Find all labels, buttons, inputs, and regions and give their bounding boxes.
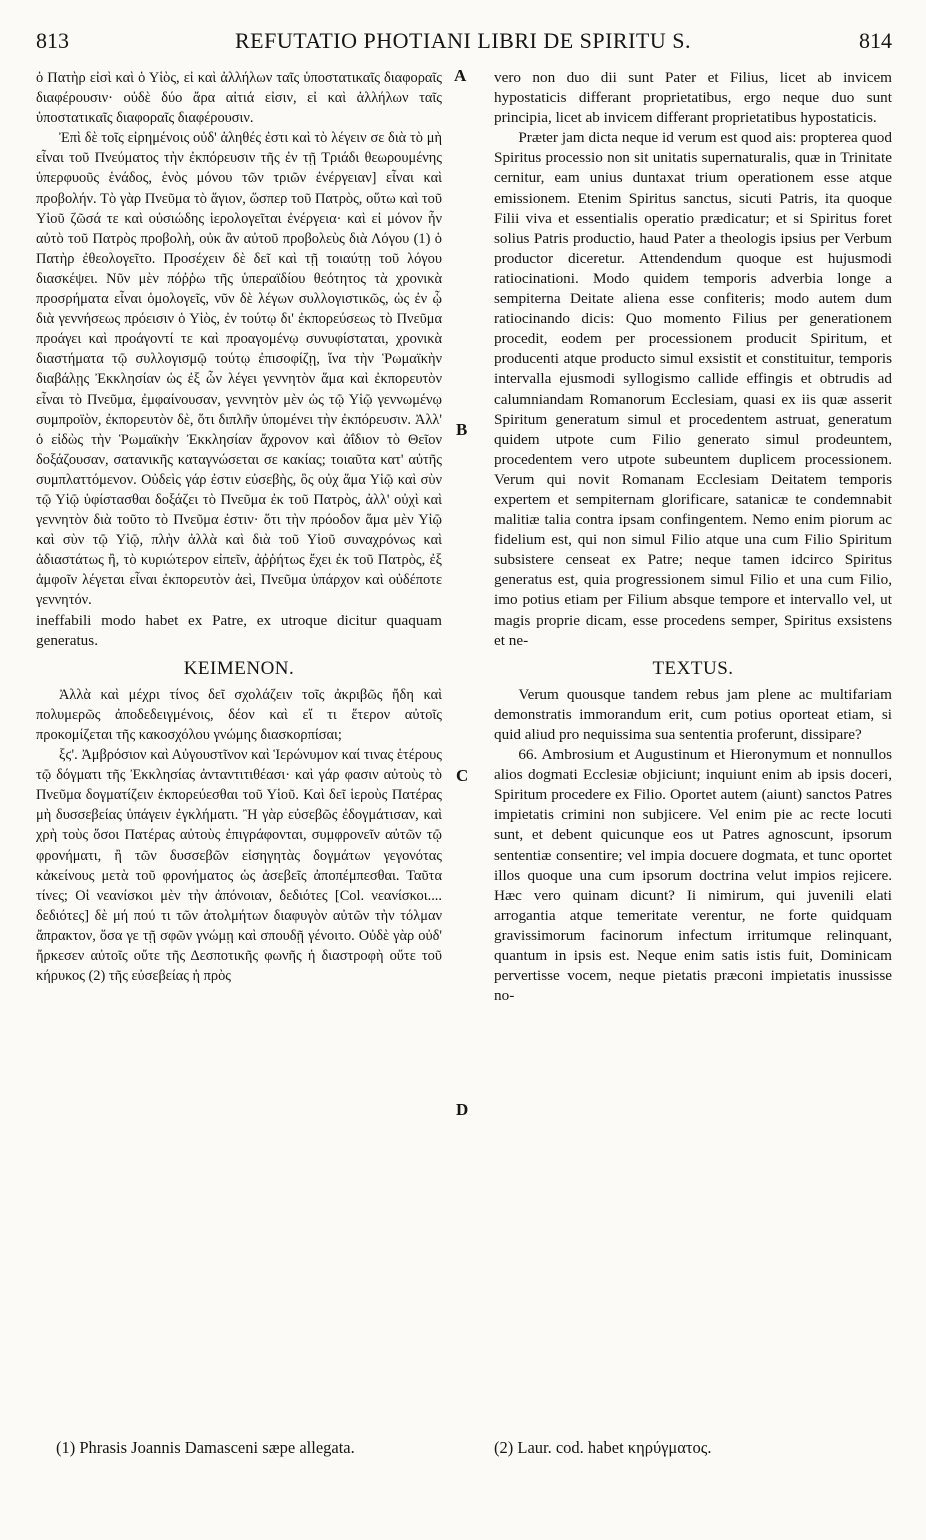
latin-paragraph: Præter jam dicta neque id verum est quod ais: propterea quod Spiritus processio non sit unitatis supernaturalis, quæ in Trinitate cernitur, eam unius duntaxat trium operationem esse atque emissionem. Etenim Spiritus sanctus, sicuti Patris, ita quoque Filii viva et essentialis operatio prædicatur; et si Spiritus foret solius Patris productio, haud Pater a theologis ipsius per Verbum productor diceretur. Attendendum quoque est hujusmodi ratiocinationi. Modo quidem temporis adverbia longe a sempiterna Deitate aliena esse confiteris; modo autem dum ratiocinando dicis: Quo momento Filius per generationem procedit, eodem per processionem producit Spiritum, et producenti atque producto simul exsistit et constituitur, temporis intervalla ejusmodi syllogismo callide effingis et obtrudis ad calumniandam Romanorum Ecclesiam, quasi ex iis quæ asserit Spiritum generatum simul et procedentem astruat, generatum quidem utpote cum Filio generato simul prodeuntem, procedentem vero utpote subeuntem duplicem processionem. Verum qui novit Romanam Ecclesiam Deitatem temporis expertem et sempiternam glorificare, satanicæ te condemnabit malitiæ talia contra ipsam confingentem. Nemo enim piorum ac fidelium est, qui non simul Filio atque una cum Filio Spiritum subsistere censeat ex Patre; neque tamen idcirco Spiritus generatus est, quia progressionem simul Filio et una cum Filio, imo potius etiam per Filium absque tempore et intervallo vel, ut magis proprie dicam, esse procedens semper, Spiritus exsistens et ne-	[494, 129, 892, 649]
margin-letter-d: D	[456, 1100, 469, 1119]
latin-section-title: TEXTUS.	[652, 657, 734, 679]
latin-column	[494, 68, 892, 1006]
greek-paragraph: Ἐπὶ δὲ τοῖς εἰρημένοις οὐδ' ἀληθές ἐστι καὶ τὸ λέγειν σε διὰ τὸ μὴ εἶναι τοῦ Πνεύματος τὴν ἐκπόρευσιν τῆς ἐν τῇ Τριάδι θεωρουμένης ὑπερφυοῦς ἑνάδος, ἑνὸς μόνου τῶν τριῶν ἐνέργειαν] εἶναι καὶ προβολήν. Τὸ γὰρ Πνεῦμα τὸ ἅγιον, ὥσπερ τοῦ Πατρὸς, οὕτω καὶ τοῦ Υἱοῦ ζῶσά τε καὶ οὐσιώδης ἱερολογεῖται ἐνέργεια· καὶ εἰ μόνον ἦν αὐτὸ τοῦ Πατρὸς προβολὴ, οὐκ ἂν αὐτοῦ προβολεὺς διὰ Λόγου (1) ὁ Πατὴρ ἐθεολογεῖτο. Προσέχειν δὲ δεῖ καὶ τῇ τοιαύτῃ τοῦ λόγου διασκέψει. Νῦν μὲν πόῤῥω τῆς ὑπεραϊδίου θεότητος τὰ χρονικὰ προσρήματα εἶναι ὁμολογεῖς, νῦν δὲ λέγων συλλογιστικῶς, ὡς ἐν ᾧ διὰ γεννήσεως πρόεισιν ὁ Υἱὸς, ἐν τούτῳ δι' ἐκπορεύσεως τὸ Πνεῦμα προάγει καὶ προάγοντί τε καὶ προαγομένῳ συνυφίσταται, χρονικὰ διαστήματα τῷ συλλογισμῷ τούτῳ ἐπισοφίζῃ, ἵνα τὴν Ῥωμαϊκὴν διαβάλῃς Ἐκκλησίαν ὡς ἐξ ὧν λέγει γεννητὸν ἅμα καὶ ἐκπορευτὸν εἶναι τὸ Πνεῦμα, ἐμφαίνουσαν, γεννητὸν μὲν ὡς τῷ Υἱῷ γεννωμένῳ συμπροϊὸν, ἐκπορευτὸν δὲ, ὅτι διπλῆν ὑπομένει τὴν ἐκπόρευσιν. Ἀλλ' ὁ εἰδὼς τὴν Ῥωμαϊκὴν Ἐκκλησίαν ἄχρονον καὶ ἀΐδιον τὸ Θεῖον δοξάζουσαν, σατανικῆς καταγνώσεται σε κακίας; τοιαῦτα κατ' αὐτῆς συμπλαττόμενον. Οὐδεὶς γάρ ἐστιν εὐσεβὴς, ὃς οὐχ ἅμα Υἱῷ καὶ σὺν τῷ Υἱῷ ὑφίστασθαι δοξάζει τὸ Πνεῦμα ἐκ τοῦ Πατρὸς, ἀλλ' οὐχὶ καὶ γεννητὸν διὰ τοῦτο τὸ Πνεῦμα ἐστιν· ὅτι τὴν πρόοδον ἅμα μὲν Υἱῷ καὶ σὺν τῷ Υἱῷ, πλὴν ἀλλὰ καὶ διὰ τοῦ Υἱοῦ συναχρόνως καὶ ἀδιαστάτως ἢ, τὸ κυριώτερον εἰπεῖν, ἀῤῥήτως ἔχει ἐκ τοῦ Πατρὸς, ἐξ ἀμφοῖν λέγεται εἶναι ἐκπορευτὸν ἀεὶ, Πνεῦμα ὑπάρχον καὶ οὐδέποτε γεννητόν.	[36, 130, 442, 609]
greek-column	[36, 68, 442, 986]
latin-continuation: ineffabili modo habet ex Patre, ex utroque dicitur quaquam generatus.	[36, 611, 442, 649]
latin-paragraph: Verum quousque tandem rebus jam plene ac multifariam demonstratis immorandum erit, cum potius oporteat etiam, si quid aliud pro nequissima sua sententia proferunt, dissipare?	[494, 685, 892, 743]
page-header	[0, 28, 926, 62]
running-title: REFUTATIO PHOTIANI LIBRI DE SPIRITU S.	[234, 28, 691, 53]
greek-paragraph: ξϛ'. Ἀμβρόσιον καὶ Αὐγουστῖνον καὶ Ἱερώνυμον καί τινας ἑτέρους τῷ δόγματι τῆς Ἐκκλησίας ἀνταντιτιθέασι· καὶ γάρ φασιν αὐτοὺς τὸ Πνεῦμα δογματίζειν ἐκπορεύεσθαι τοῦ Υἱοῦ. Καὶ δεῖ ἱεροὺς Πατέρας μὴ δυσσεβείας ὑπάγειν ἐγκλήματι. Ἢ γὰρ εὐσεβῶς ἐδογμάτισαν, καὶ χρὴ τοὺς ὅσοι Πατέρας αὐτοὺς ἐπιγράφονται, συμφρονεῖν αὐτῶν τῷ φρονήματι, ἢ τῶν δυσσεβῶν εἰσηγητὰς δογμάτων γεγονότας κἀκείνους μετὰ τοῦ φρονήματος ὡς ἀσεβεῖς ἀποπέμπεσθαι. Ταῦτα τίνες; Οἱ νεανίσκοι μὲν τὴν ἀπόνοιαν, δεδιότες [Col. νεανίσκοι.... δεδιότες] δὲ μή πού τι τῶν ἀτολμήτων διαφυγὸν αὐτῶν τὴν τόλμαν ἄπρακτον, ὅσα γε τῇ σφῶν γνώμῃ καὶ σπουδῇ γένοιτο. Οὐδὲ γὰρ οὐδ' ἤρκεσεν αὐτοῖς οὔτε τῆς Δεσποτικῆς φωνῆς ἡ διαστροφὴ οὔτε τοῦ κήρυκος (2) τῆς εὐσεβείας ἡ πρὸς	[36, 747, 442, 985]
footnote-left: (1) Phrasis Joannis Damasceni sæpe allegata.	[56, 1438, 355, 1457]
margin-letter-a: A	[454, 66, 467, 85]
footnote-right: (2) Laur. cod. habet κηρύγματος.	[494, 1438, 712, 1457]
latin-paragraph: 66. Ambrosium et Augustinum et Hieronymum et nonnullos alios dogmati Ecclesiæ objiciunt; inquiunt enim ab ipsis doceri, Spiritum procedere ex Filio. Oportet autem (aiunt) sanctos Patres impietatis crimini non subjicere. Vel enim pie ac recte locuti sunt, et debent quicunque eos ut Patres agnoscunt, ipsorum sententiæ consentire; vel impia docuere dogmata, et tunc oportet illos quoque una cum ipsorum doctrina velut impios rejicere. Hæc vero quinam dicunt? Ii nimirum, qui juvenili elati arrogantia atque temeritate verentur, ne forte quidquam gravissimorum facinorum infectum irritumque relinquant, quantum in ipsis est. Neque enim satis istis fuit, Dominicam pervertisse vocem, neque pietatis præconi impietatis inussisse no-	[494, 746, 892, 1005]
page-number-left: 813	[36, 28, 69, 53]
latin-paragraph: vero non duo dii sunt Pater et Filius, licet ab invicem hypostaticis differant proprietatibus, ergo neque duo sunt principia, licet ab invicem differant proprietatibus hypostaticis.	[494, 69, 892, 127]
greek-section-title: ΚΕΙΜΕΝΟΝ.	[183, 657, 295, 679]
greek-paragraph: Ἀλλὰ καὶ μέχρι τίνος δεῖ σχολάζειν τοῖς ἀκριβῶς ἤδη καὶ πολυμερῶς ἀποδεδειγμένοις, δέον καὶ εἴ τι ἕτερον αὐτοῖς προκομίζεται τῆς κακοσχόλου γνώμης διασκορπίσαι;	[36, 686, 442, 743]
margin-letter-c: C	[456, 766, 469, 785]
greek-paragraph: ὁ Πατὴρ εἰσὶ καὶ ὁ Υἱὸς, εἰ καὶ ἀλλήλων ταῖς ὑποστατικαῖς διαφοραῖς διαφέρουσιν· οὐδὲ δύο ἄρα αἰτιά εἰσιν, εἰ καὶ ἀλλήλων ταῖς ὑποστατικαῖς διαφοραῖς διαφέρουσιν.	[36, 70, 442, 127]
page-number-right: 814	[859, 28, 892, 53]
margin-letter-b: B	[456, 420, 468, 439]
